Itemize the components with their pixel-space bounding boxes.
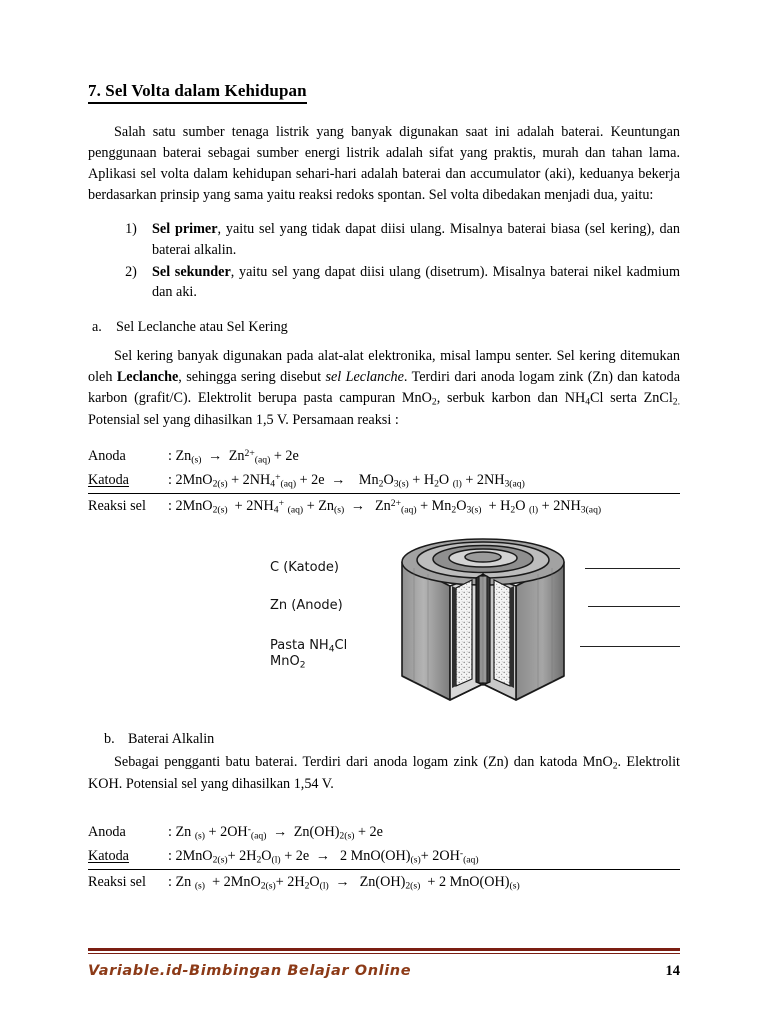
para-seg: Sebagai pengganti batu baterai. Terdiri dari anoda logam zink (Zn) dan katoda MnO (114, 754, 613, 771)
dry-cell-figure (88, 541, 680, 721)
paste-sub-4: 4 (328, 644, 335, 655)
equation-row-katoda (88, 469, 680, 494)
cell-types-list (88, 219, 680, 304)
equation-expression-anoda-alk: Zn $_{(s)} + 2OH^-_{(aq)} \to Zn(OH)_{2(s)} + 2e$ (175, 823, 383, 842)
para-seg: , sehingga sering disebut (178, 369, 326, 385)
figure-label-anode: Zn (Anode) (270, 598, 343, 614)
equation-row-anoda-alk (88, 821, 680, 845)
equation-label-reaksi-alk: Reaksi sel (88, 874, 146, 891)
equation-expression-reaksi-alk: Zn $_{(s)} + 2MnO_{2(s)}+ 2H_2O_{(l)} \to Zn(OH)_{2(s)} + 2$ $MnO(OH)_{(s)}$ (175, 874, 520, 892)
equation-label-reaksi: Reaksi sel (88, 498, 146, 515)
page-footer (88, 948, 680, 980)
para-seg: Sel kering banyak digunakan pada alat-alat elektronika, misal lampu senter. Sel kering ditemukan oleh (88, 348, 680, 385)
paste-text-b: Cl (334, 638, 348, 654)
footer-brand: Variable.id-Bimbingan Belajar Online (88, 963, 412, 979)
equation-colon: : (168, 498, 172, 515)
para-seg: , serbuk karbon dan NH (436, 389, 586, 406)
footer-page-number: 14 (665, 963, 680, 979)
equation-expression-katoda: $2MnO_{2(s)} + 2NH_4^+_{(aq)} + 2e \to Mn_2O_{3(s)} + H_2O$ $_{(l)} + 2NH_{3(aq)}$ (175, 471, 525, 490)
section-a-paragraph (88, 346, 680, 431)
equation-colon: : (168, 471, 172, 488)
leclanche-bold: Leclanche (116, 369, 179, 385)
equation-colon: : (168, 848, 172, 865)
paste-sub-2: 2 (299, 661, 306, 672)
list-item-text: , yaitu sel yang dapat diisi ulang (disetrum). Misalnya baterai nikel kadmium dan aki. (152, 263, 681, 301)
footer-rule-thin (88, 953, 680, 954)
section-b-heading (88, 729, 680, 750)
list-item-bold-lead: Sel primer (152, 220, 218, 237)
equation-colon: : (168, 823, 172, 840)
paste-text-a: Pasta NH (270, 638, 329, 654)
equation-block-alkaline (88, 821, 680, 896)
section-b-paragraph (88, 752, 680, 795)
equation-row-anoda (88, 445, 680, 469)
equation-row-reaksi-alk (88, 870, 680, 895)
leader-line-paste (580, 646, 680, 647)
para-seg: . Terdiri dari anoda logam zink (Zn) dan katoda karbon (grafit/C). Elektrolit berupa pasta campuran MnO (88, 369, 680, 406)
section-a-heading-text: Sel Leclanche atau Sel Kering (116, 319, 288, 336)
equation-colon: : (168, 874, 172, 891)
list-item-bold-lead: Sel sekunder (152, 263, 231, 280)
list-item (144, 262, 680, 304)
section-a-heading (88, 317, 680, 338)
sub-2: 2 (612, 760, 618, 772)
list-item (144, 219, 680, 261)
equation-row-katoda-alk (88, 845, 680, 870)
equation-label-anoda-alk: Anoda (88, 823, 126, 840)
sub-4: 4 (585, 396, 591, 408)
para-seg: Potensial sel yang dihasilkan 1,5 V. Persamaan reaksi : (88, 411, 399, 428)
section-b-letter: b. (104, 731, 115, 748)
footer-rule-thick (88, 948, 680, 951)
equation-label-katoda: Katoda (88, 471, 129, 488)
intro-paragraph: Salah satu sumber tenaga listrik yang banyak digunakan saat ini adalah baterai. Keuntungan penggunaan baterai sebagai sumber energi listrik adalah sifat yang praktis, murah dan tahan lama. Aplikasi sel volta dalam kehidupan sehari-hari adalah baterai dan accumulator (aki), keduanya bekerja berdasarkan prinsip yang sama yaitu reaksi redoks spontan. Sel volta dibedakan menjadi dua, yaitu: (88, 124, 680, 203)
para-seg: Cl serta ZnCl (590, 389, 673, 406)
equation-colon: : (168, 447, 172, 464)
figure-label-cathode: C (Katode) (270, 560, 339, 576)
figure-label-paste (270, 639, 347, 671)
leader-line-anode (588, 606, 680, 607)
equation-expression-katoda-alk: $2MnO_{2(s)}+ 2H_2O_{(l)} + 2e \to 2$ $MnO(OH)_{(s)}+ 2OH^-_{(aq)}$ (175, 847, 479, 866)
equation-block-leclanche (88, 445, 680, 520)
page-title: 7. Sel Volta dalam Kehidupan (88, 80, 307, 104)
list-item-text: , yaitu sel yang tidak dapat diisi ulang. Misalnya baterai biasa (sel kering), dan baterai alkalin. (152, 220, 681, 258)
equation-expression-reaksi: $2MnO_{2(s)} + 2NH_4^+$ $_{(aq)} + Zn_{(s)} \to Zn^{2+}_{(aq)} + Mn_2O_{3(s)} + H_2O$ $_{(l)} + 2NH_{3(aq)}$ (175, 497, 602, 516)
equation-expression-anoda: $Zn_{(s)} \to Zn^{2+}_{(aq)} + 2e$ (175, 447, 299, 466)
para-seg: . Elektrolit KOH. Potensial sel yang dihasilkan 1,54 V. (88, 754, 680, 792)
sub-2: 2 (431, 396, 437, 408)
equation-label-anoda: Anoda (88, 447, 126, 464)
leader-line-cathode (585, 568, 680, 569)
section-a-letter: a. (92, 319, 102, 336)
section-b-heading-text: Baterai Alkalin (128, 731, 215, 748)
battery-illustration (388, 536, 578, 716)
equation-row-reaksi (88, 494, 680, 519)
leclanche-italic: sel Leclanche (325, 369, 404, 385)
paste-text-c: MnO (270, 654, 300, 670)
sub-2b: 2. (672, 396, 680, 408)
battery-cutaway-svg (388, 536, 578, 711)
equation-label-katoda-alk: Katoda (88, 848, 129, 865)
footer-content-row (88, 963, 680, 980)
